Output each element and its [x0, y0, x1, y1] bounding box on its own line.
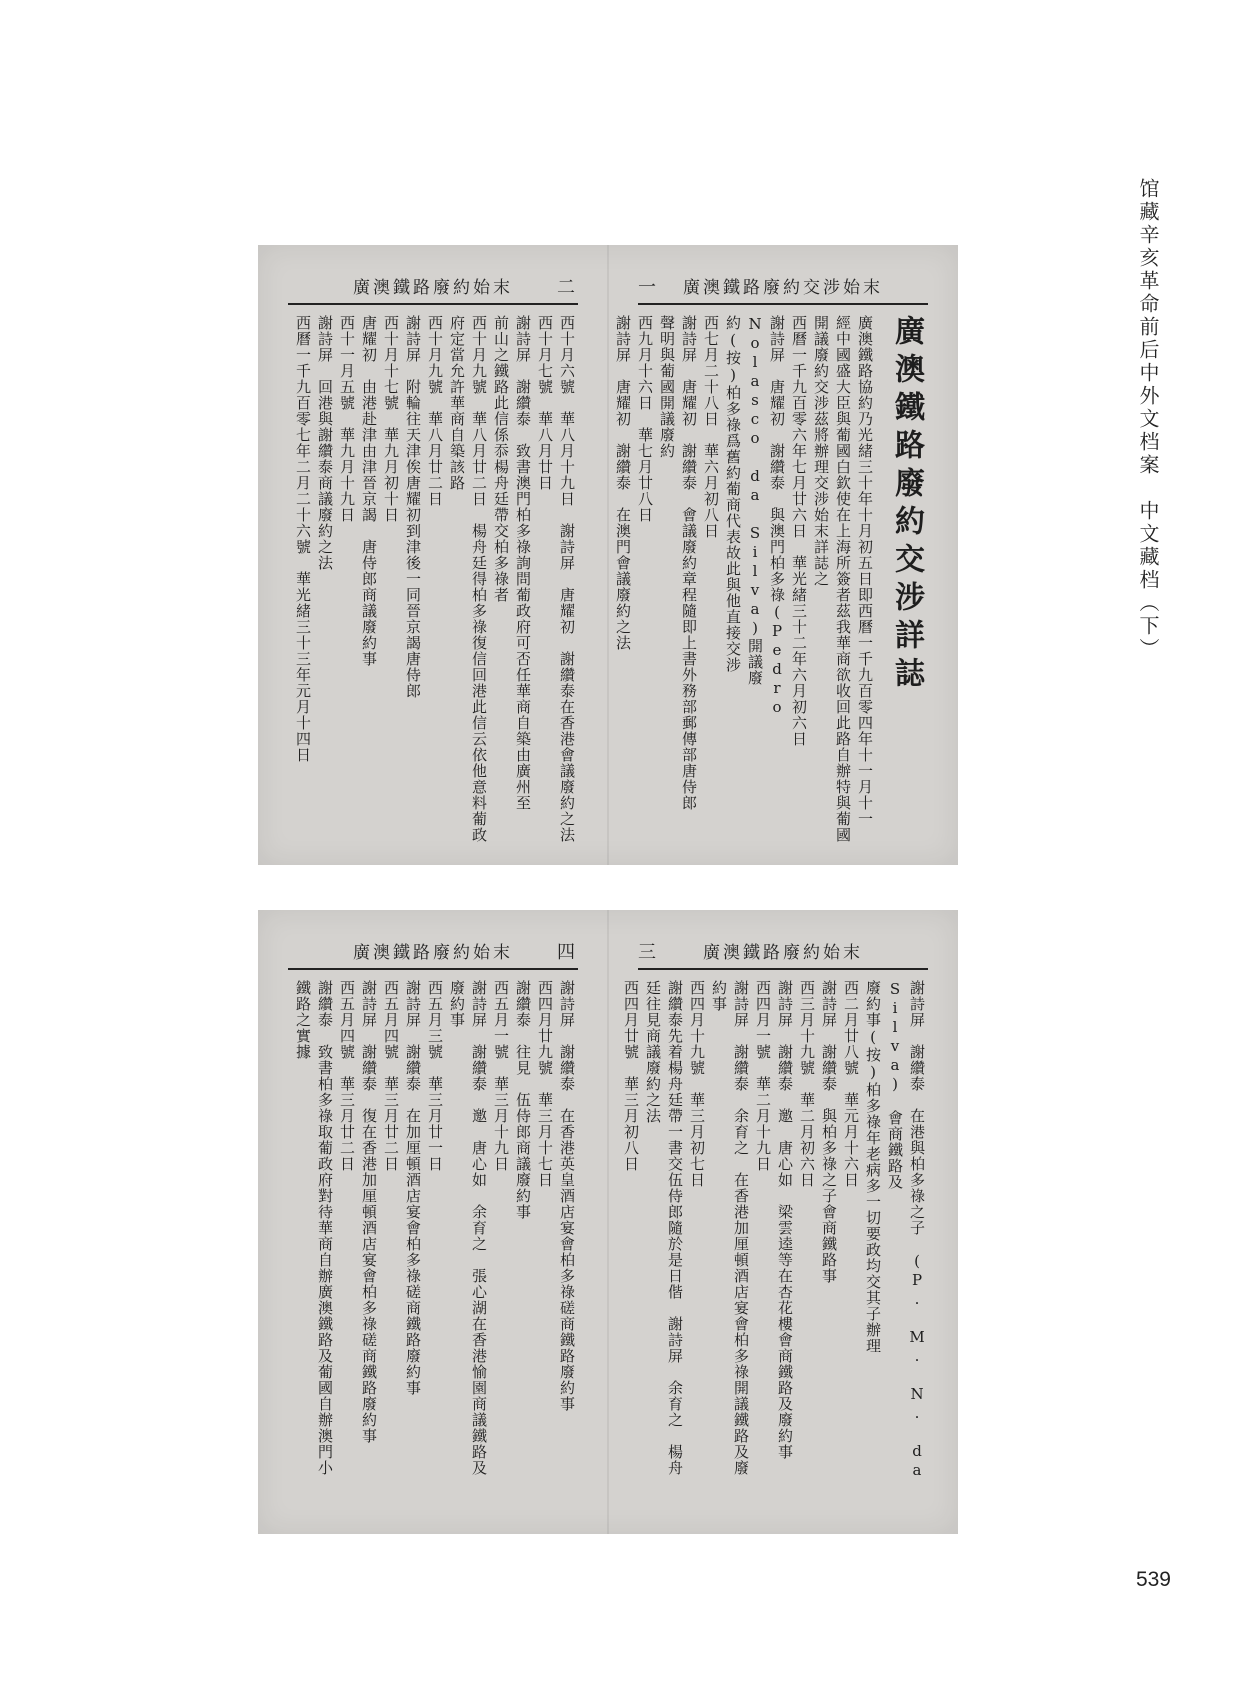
text-line: 謝詩屏 唐耀初 謝纘泰 在澳門會議廢約之法 [614, 315, 632, 651]
text-line: 西曆一千九百零七年二月二十六號 華光緒三十三年元月十四日 [294, 315, 312, 763]
text-line: 謝詩屏 回港與謝纘泰商議廢約之法 [316, 315, 334, 571]
scan-top-right-page [608, 245, 958, 865]
text-line: 西五月三號 華三月廿一日 [426, 980, 444, 1172]
text-line: 謝詩屏 謝纘泰 在香港英皇酒店宴會柏多祿磋商鐵路廢約事 [558, 980, 576, 1412]
page-num: 四 [557, 942, 578, 963]
text-line: 西十一月五號 華九月十九日 [338, 315, 356, 523]
text-line: 唐耀初 由港赴津由津晉京謁 唐侍郎商議廢約事 [360, 315, 378, 667]
text-line: 謝詩屏 謝纘泰 邀 唐心如 梁雲逵等在杏花樓會商鐵路及廢約事 [776, 980, 794, 1460]
text-line: 謝纘泰先着楊舟廷帶一書交伍侍郎隨於是日偕 謝詩屏 余育之 楊舟 [666, 980, 684, 1476]
running-title: 廣澳鐵路廢約始末 [353, 943, 513, 963]
text-line: 謝詩屏 附輪往天津俟唐耀初到津後一同晉京謁唐侍郎 [404, 315, 422, 699]
header-rule [638, 968, 928, 970]
text-line: 謝詩屏 謝纘泰 與柏多祿之子會商鐵路事 [820, 980, 838, 1284]
scan-bottom-left-page [258, 910, 608, 1534]
text-line: 西十月七號 華八月廿日 [536, 315, 554, 491]
text-columns [288, 980, 578, 1510]
text-line: 經中國盛大臣與葡國白欽使在上海所簽者茲我華商欲收回此路自辦特與葡國 [834, 315, 852, 843]
text-line: 西五月四號 華三月廿二日 [382, 980, 400, 1172]
text-line: 西四月十九號 華三月初七日 [688, 980, 706, 1188]
text-line: 聲明與葡國開議廢約 [658, 315, 676, 459]
text-columns [614, 315, 928, 845]
header-rule [288, 968, 578, 970]
text-line: 謝詩屏 謝纘泰 在加厘頓酒店宴會柏多祿磋商鐵路廢約事 [404, 980, 422, 1396]
text-line: 西七月二十八日 華六月初八日 [702, 315, 720, 539]
scan-top-spread [258, 245, 958, 865]
text-line: 謝詩屏 謝纘泰 邀 唐心如 余育之 張心湖在香港愉園商議鐵路及 [470, 980, 488, 1476]
text-line: 西十月六號 華八月十九日 謝詩屏 唐耀初 謝纘泰在香港會議廢約之法 [558, 315, 576, 843]
text-line: 謝詩屏 謝纘泰 余育之 在香港加厘頓酒店宴會柏多祿開議鐵路及廢 [732, 980, 750, 1476]
text-line: 謝詩屏 謝纘泰 致書澳門柏多祿詢問葡政府可否任華商自築由廣州至 [514, 315, 532, 811]
text-line: 約(按)柏多祿爲舊約葡商代表故此與他直接交涉 [724, 315, 742, 673]
page-num: 三 [638, 942, 659, 963]
scan-bottom-right-page [608, 910, 958, 1534]
text-line: 開議廢約交涉茲將辦理交涉始末詳誌之 [812, 315, 830, 587]
text-line: 約事 [710, 980, 728, 1012]
text-line: 西四月廿號 華三月初八日 [622, 980, 640, 1172]
text-line: 西十月九號 華八月廿二日 楊舟廷得柏多祿復信回港此信云依他意料葡政 [470, 315, 488, 843]
text-columns [288, 315, 578, 845]
running-header [638, 938, 928, 964]
text-line: 西四月廿九號 華三月十七日 [536, 980, 554, 1188]
text-line: 西十月十七號 華九月初十日 [382, 315, 400, 523]
running-title: 廣澳鐵路廢約交涉始末 [683, 278, 883, 298]
text-line: 府定當允許華商自築該路 [448, 315, 466, 491]
text-line: 西曆一千九百零六年七月廿六日 華光緒三十二年六月初六日 [790, 315, 808, 747]
running-title: 廣澳鐵路廢約始末 [703, 943, 863, 963]
text-line: 西三月十九號 華二月初六日 [798, 980, 816, 1188]
text-line: 謝纘泰 往見 伍侍郎商議廢約事 [514, 980, 532, 1220]
text-line: 西十月九號 華八月廿二日 [426, 315, 444, 507]
page-number: 539 [1135, 1568, 1171, 1591]
running-header [638, 273, 928, 299]
text-line: 西五月四號 華三月廿二日 [338, 980, 356, 1172]
text-line: 謝詩屏 謝纘泰 在港與柏多祿之子 (P. M. N. da Silva) 會商鐵路及 [886, 980, 926, 1480]
header-rule [638, 303, 928, 305]
text-line: 鐵路之實據 [294, 980, 312, 1060]
text-line: 廷往見商議廢約之法 [644, 980, 662, 1124]
text-line: 前山之鐵路此信係忝楊舟廷帶交柏多祿者 [492, 315, 510, 603]
scan-bottom-spread [258, 910, 958, 1534]
text-line: 西五月一號 華三月十九日 [492, 980, 510, 1172]
text-columns [622, 980, 928, 1510]
page-num: 二 [557, 277, 578, 298]
text-line: 西九月十六日 華七月廿八日 [636, 315, 654, 523]
text-line: 謝詩屏 謝纘泰 復在香港加厘頓酒店宴會柏多祿磋商鐵路廢約事 [360, 980, 378, 1444]
text-line: 謝詩屏 唐耀初 謝纘泰 會議廢約章程隨即上書外務部郵傳部唐侍郎 [680, 315, 698, 811]
header-rule [288, 303, 578, 305]
text-line: 謝纘泰 致書柏多祿取葡政府對待華商自辦廣澳鐵路及葡國自辦澳門小 [316, 980, 334, 1476]
page-num: 一 [638, 277, 659, 298]
side-caption: 馆藏辛亥革命前后中外文档案 中文藏档（下） [1136, 178, 1160, 661]
text-line: 廢約事(按)柏多祿年老病多一切要政均交其子辦理 [864, 980, 882, 1354]
scan-top-left-page [258, 245, 608, 865]
running-title: 廣澳鐵路廢約始末 [353, 278, 513, 298]
text-line: 謝詩屏 唐耀初 謝纘泰 與澳門柏多祿(Pedro Nolasco da Silva)開議廢 [746, 315, 786, 717]
text-line: 廢約事 [448, 980, 466, 1028]
text-line: 西四月一號 華二月十九日 [754, 980, 772, 1172]
running-header [288, 938, 578, 964]
text-line: 廣澳鐵路協約乃光緒三十年十月初五日即西曆一千九百零四年十一月十一 [856, 315, 874, 827]
running-header [288, 273, 578, 299]
text-line: 西二月廿八號 華元月十六日 [842, 980, 860, 1188]
article-title: 廣澳鐵路廢約交涉詳誌 [889, 315, 924, 695]
